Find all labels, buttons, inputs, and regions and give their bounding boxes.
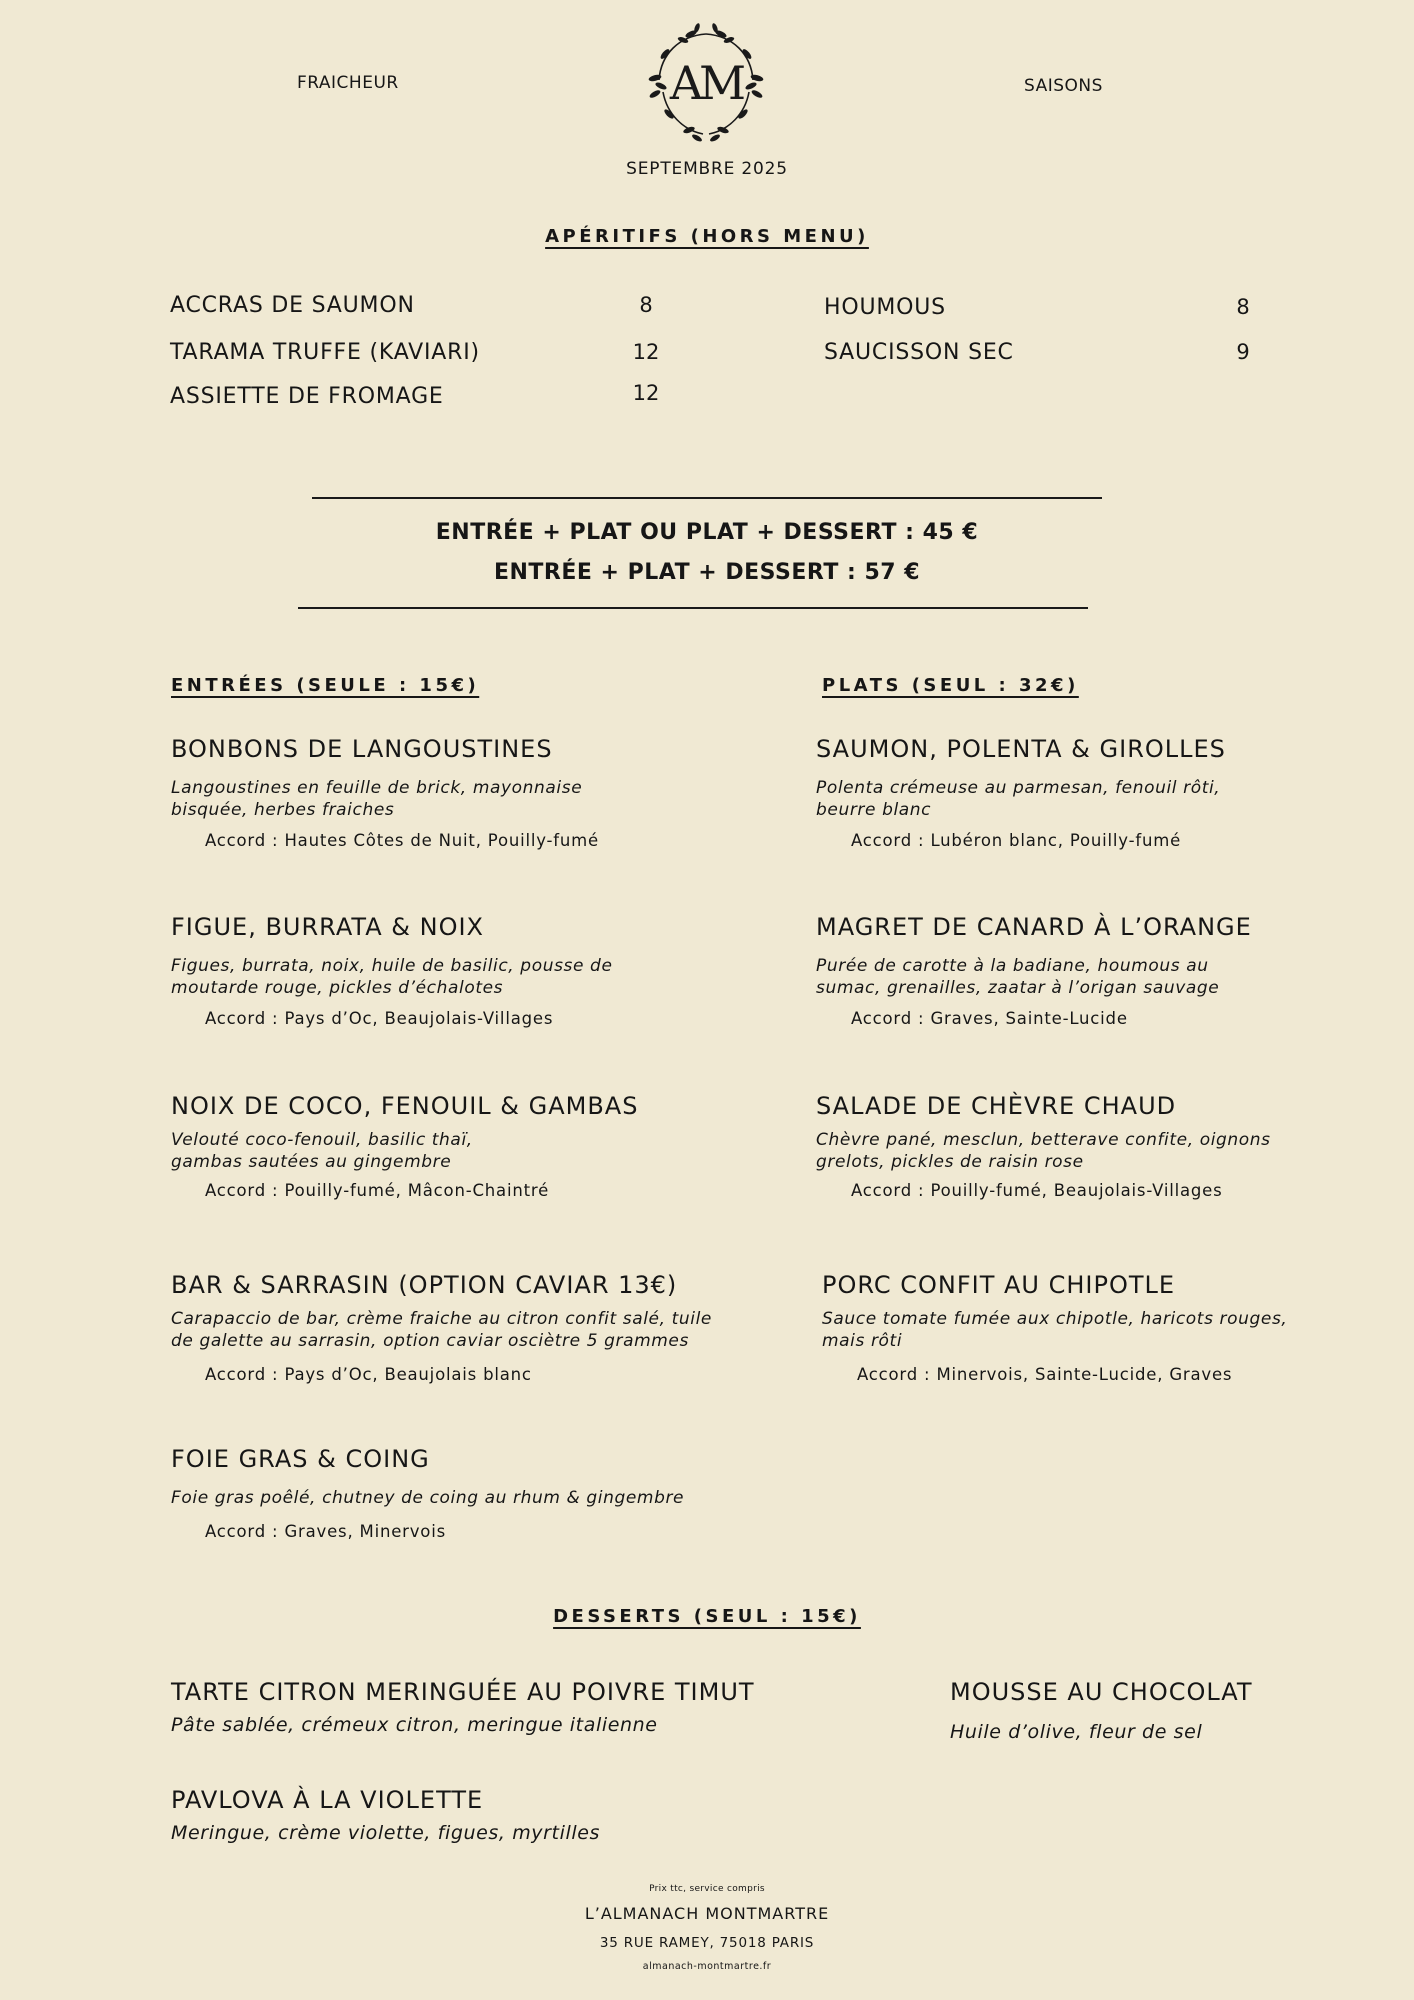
entree-description: Langoustines en feuille de brick, mayonnaise bisquée, herbes fraiches [171,778,583,820]
entree-accord: Accord : Pouilly-fumé, Mâcon-Chaintré [205,1181,550,1200]
plat-title: SALADE DE CHÈVRE CHAUD [816,1092,1177,1120]
plat-accord: Accord : Lubéron blanc, Pouilly-fumé [851,831,1182,850]
entree-title: NOIX DE COCO, FENOUIL & GAMBAS [171,1092,639,1120]
dessert-title: TARTE CITRON MERINGUÉE AU POIVRE TIMUT [171,1678,755,1706]
restaurant-website: almanach-montmartre.fr [642,1961,772,1972]
header-left-label: FRAICHEUR [297,73,399,93]
aperitif-name: ACCRAS DE SAUMON [170,293,415,318]
plat-title: MAGRET DE CANARD À L’ORANGE [816,913,1252,941]
plat-description: Polenta crémeuse au parmesan, fenouil rôti, beurre blanc [816,778,1221,820]
entree-title: FOIE GRAS & COING [171,1445,430,1473]
aperitif-price: 12 [632,340,660,364]
monogram-text: AM [669,56,743,110]
aperitif-name: TARAMA TRUFFE (KAVIARI) [170,340,480,365]
aperitif-price: 9 [1236,340,1250,364]
entree-accord: Accord : Hautes Côtes de Nuit, Pouilly-fumé [205,831,599,850]
plat-description: Chèvre pané, mesclun, betterave confite, oignons grelots, pickles de raisin rose [816,1130,1271,1172]
plat-description: Sauce tomate fumée aux chipotle, haricots rouges, mais rôti [822,1309,1288,1351]
aperitif-price: 8 [639,293,653,317]
plat-description: Purée de carotte à la badiane, houmous au sumac, grenailles, zaatar à l’origan sauvage [816,956,1220,998]
entree-title: BONBONS DE LANGOUSTINES [171,735,553,763]
aperitif-price: 12 [632,381,660,405]
entree-accord: Accord : Graves, Minervois [205,1522,446,1541]
divider-top [312,497,1102,499]
plat-accord: Accord : Graves, Sainte-Lucide [851,1009,1128,1028]
aperitif-name: HOUMOUS [824,295,946,320]
entree-description: Foie gras poêlé, chutney de coing au rhum & gingembre [171,1488,685,1508]
aperitif-name: ASSIETTE DE FROMAGE [170,384,444,409]
restaurant-address: 35 RUE RAMEY, 75018 PARIS [599,1935,815,1951]
plat-accord: Accord : Minervois, Sainte-Lucide, Graves [857,1365,1233,1384]
monogram-logo [643,22,769,148]
entree-title: BAR & SARRASIN (OPTION CAVIAR 13€) [171,1271,678,1299]
aperitif-name: SAUCISSON SEC [824,340,1014,365]
header-right-label: SAISONS [1024,76,1103,96]
entree-accord: Accord : Pays d’Oc, Beaujolais blanc [205,1365,532,1384]
menu-date: SEPTEMBRE 2025 [626,159,788,179]
restaurant-name: L’ALMANACH MONTMARTRE [584,1904,830,1923]
entree-description: Velouté coco-fenouil, basilic thaï, gambas sautées au gingembre [171,1130,473,1172]
dessert-description: Pâte sablée, crémeux citron, meringue italienne [171,1714,658,1736]
plat-title: PORC CONFIT AU CHIPOTLE [822,1271,1176,1299]
entree-accord: Accord : Pays d’Oc, Beaujolais-Villages [205,1009,554,1028]
plat-accord: Accord : Pouilly-fumé, Beaujolais-Villages [851,1181,1223,1200]
dessert-title: PAVLOVA À LA VIOLETTE [171,1786,484,1814]
aperitif-price: 8 [1236,295,1250,319]
divider-bottom [298,607,1088,609]
footer-note: Prix ttc, service compris [649,1884,765,1894]
plat-title: SAUMON, POLENTA & GIROLLES [816,735,1226,763]
entree-description: Carapaccio de bar, crème fraiche au citron confit salé, tuile de galette au sarrasin, option caviar osciètre 5 grammes [171,1309,712,1351]
desserts-heading: DESSERTS (SEUL : 15€) [553,1606,861,1627]
formula-line-2: ENTRÉE + PLAT + DESSERT : 57 € [493,560,921,585]
plats-heading: PLATS (SEUL : 32€) [822,675,1079,696]
entree-description: Figues, burrata, noix, huile de basilic, pousse de moutarde rouge, pickles d’échalotes [171,956,613,998]
entrees-heading: ENTRÉES (SEULE : 15€) [171,675,480,696]
entree-title: FIGUE, BURRATA & NOIX [171,913,484,941]
dessert-description: Meringue, crème violette, figues, myrtilles [171,1822,601,1844]
dessert-description: Huile d’olive, fleur de sel [950,1721,1203,1743]
formula-line-1: ENTRÉE + PLAT OU PLAT + DESSERT : 45 € [435,520,979,545]
aperitifs-heading: APÉRITIFS (HORS MENU) [545,226,869,247]
dessert-title: MOUSSE AU CHOCOLAT [950,1678,1253,1706]
